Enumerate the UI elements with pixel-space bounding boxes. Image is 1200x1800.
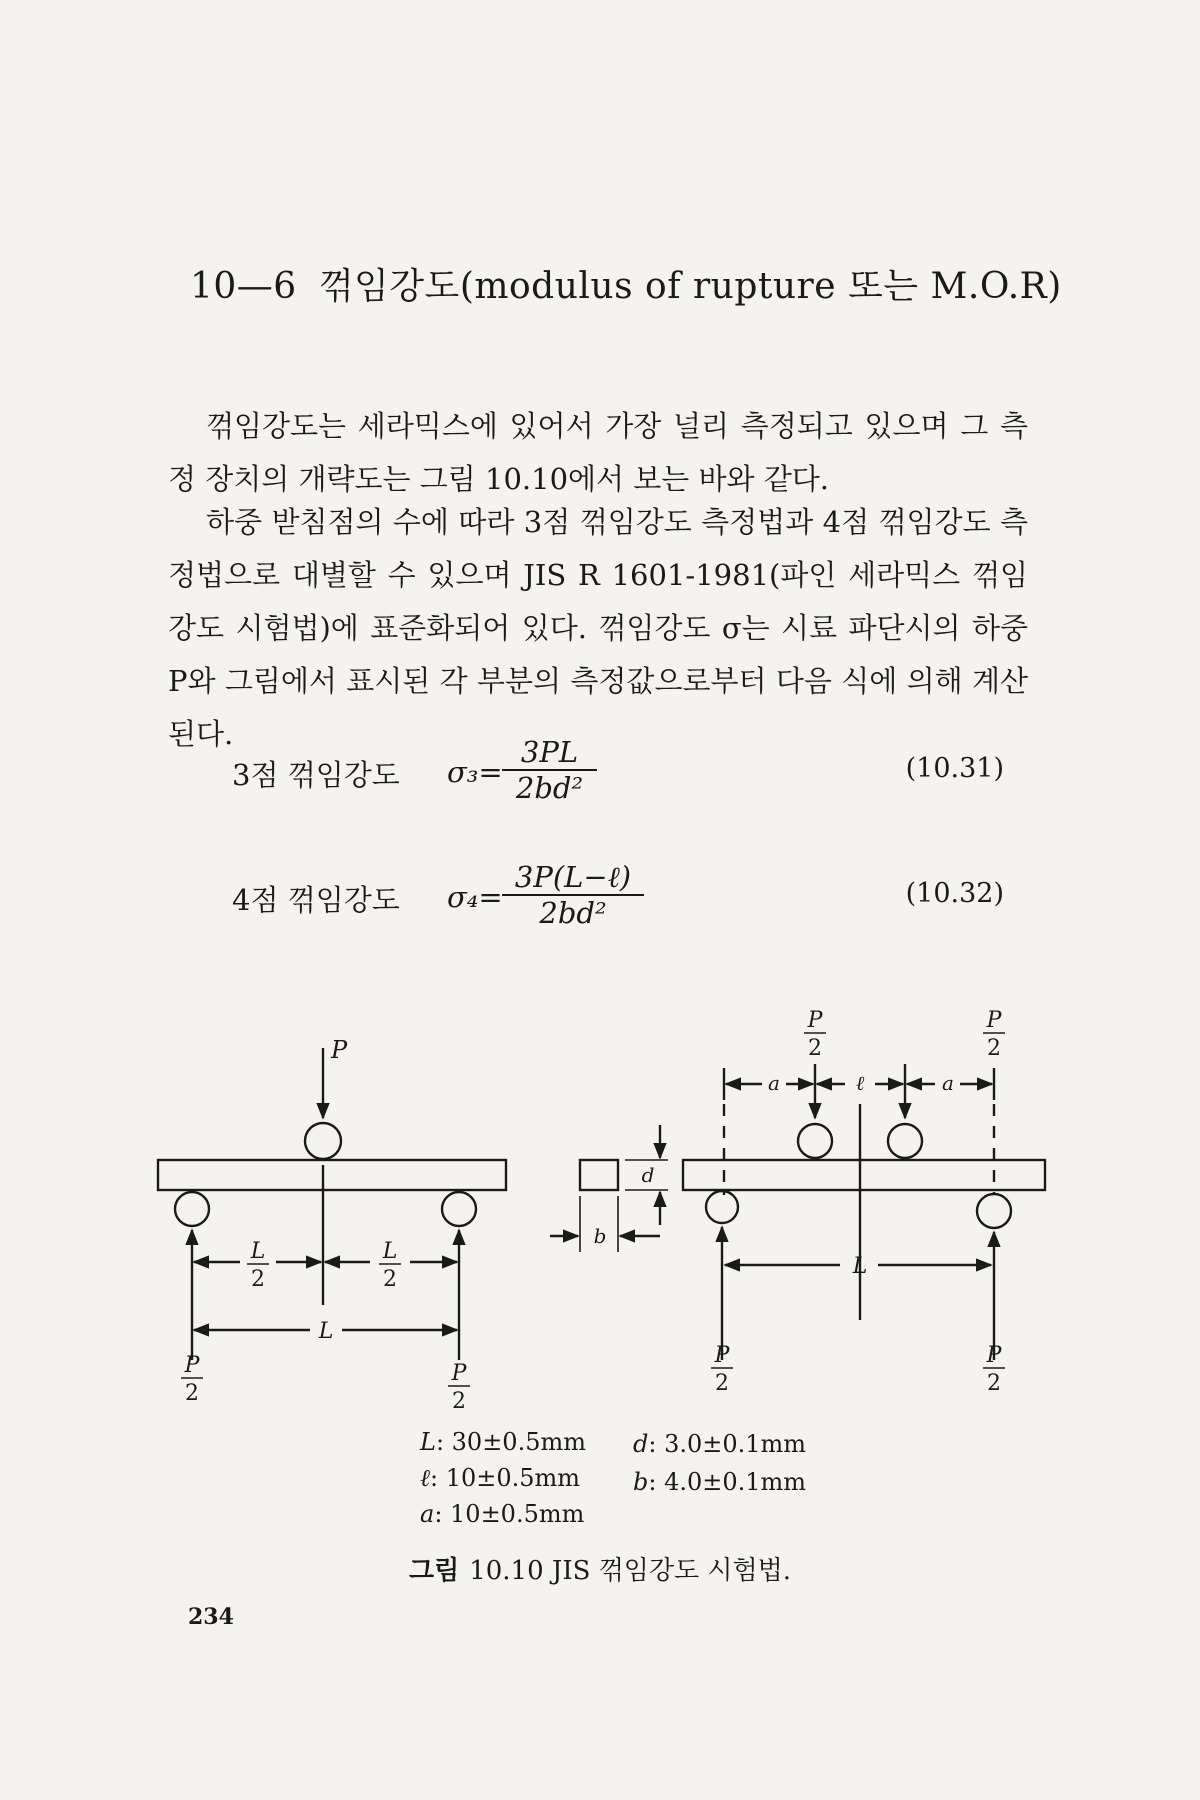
reaction-label-P: P: [184, 1353, 200, 1378]
caption-text: 10.10 JIS 꺾임강도 시험법.: [469, 1556, 792, 1586]
spec-a: a: 10±0.5mm: [420, 1500, 585, 1528]
four-point-diagram: [683, 1008, 1045, 1396]
equation-lhs: σ₃=: [447, 755, 503, 789]
reaction-label-2: 2: [185, 1381, 199, 1406]
load-label: P: [331, 1036, 348, 1064]
support-roller-left: [706, 1191, 738, 1223]
loading-roller-left: [798, 1124, 832, 1158]
paragraph-1: 꺾임강도는 세라믹스에 있어서 가장 널리 측정되고 있으며 그 측정 장치의 개략도는 그림 10.10에서 보는 바와 같다.: [168, 409, 1028, 496]
load-label-2: 2: [808, 1036, 822, 1061]
fraction-numerator: 3PL: [502, 735, 597, 771]
fraction-denominator: 2bd²: [539, 896, 607, 930]
dim-label-a: a: [768, 1071, 780, 1095]
reaction-label-P: P: [451, 1361, 467, 1386]
specimen-bar: [683, 1160, 1045, 1190]
dim-label-a: a: [942, 1071, 954, 1095]
depth-label-d: d: [641, 1163, 655, 1187]
loading-roller: [305, 1123, 341, 1159]
reaction-label-2: 2: [452, 1389, 466, 1414]
paragraph-2: 하중 받침점의 수에 따라 3점 꺾임강도 측정법과 4점 꺾임강도 측정법으로 대별할 수 있으며 JIS R 1601-1981(파인 세라믹스 꺾임강도 시험법)에 표준화되어 있다. 꺾임강도 σ는 시료 파단시의 하중 P와 그림에서 표시된 각 부분의 측정값으로부터 다음 식에 의해 계산된다.: [168, 505, 1028, 751]
spec-ell: ℓ: 10±0.5mm: [420, 1464, 581, 1492]
section-number: 10—6: [190, 266, 297, 307]
span-label-L: L: [318, 1319, 334, 1344]
equation-label: 3점 꺾임강도: [232, 758, 400, 792]
figure-caption: [0, 1550, 1200, 1587]
loading-roller-right: [888, 1124, 922, 1158]
equation-lhs: σ₄=: [447, 880, 503, 914]
spec-L: L: 30±0.5mm: [420, 1428, 586, 1456]
dim-label-L: L: [250, 1239, 266, 1264]
corner-label-2: 2: [987, 1036, 1001, 1061]
width-label-b: b: [593, 1224, 607, 1248]
fraction-numerator: 3P(L−ℓ): [502, 860, 644, 896]
equation-label: 4점 꺾임강도: [232, 883, 400, 917]
reaction-label-2: 2: [715, 1371, 729, 1396]
page-number: 234: [188, 1604, 234, 1630]
fraction-denominator: 2bd²: [515, 771, 584, 805]
support-roller-left: [175, 1192, 209, 1226]
three-point-diagram: [158, 1036, 506, 1414]
span-label-L: L: [852, 1254, 868, 1279]
reaction-label-P: P: [714, 1343, 730, 1368]
equation-number: (10.32): [905, 878, 1004, 909]
support-roller-right: [977, 1194, 1011, 1228]
reaction-label-P: P: [986, 1343, 1002, 1368]
spec-d: d: 3.0±0.1mm: [633, 1430, 807, 1458]
reaction-label-2: 2: [987, 1371, 1001, 1396]
dim-label-2: 2: [251, 1267, 265, 1292]
dim-label-ell: ℓ: [855, 1071, 865, 1095]
dim-label-L: L: [382, 1239, 398, 1264]
specimen-bar: [158, 1160, 506, 1190]
cross-section: [580, 1160, 618, 1190]
support-roller-right: [442, 1192, 476, 1226]
equation-number: (10.31): [905, 753, 1004, 784]
spec-b: b: 4.0±0.1mm: [633, 1468, 807, 1496]
corner-label-P: P: [986, 1008, 1002, 1033]
dim-label-2: 2: [383, 1267, 397, 1292]
section-title-text: 꺾임강도(modulus of rupture 또는 M.O.R): [318, 266, 1062, 307]
load-label-P: P: [807, 1008, 823, 1033]
cross-section-diagram: [550, 1125, 668, 1252]
caption-label: 그림: [408, 1556, 460, 1586]
